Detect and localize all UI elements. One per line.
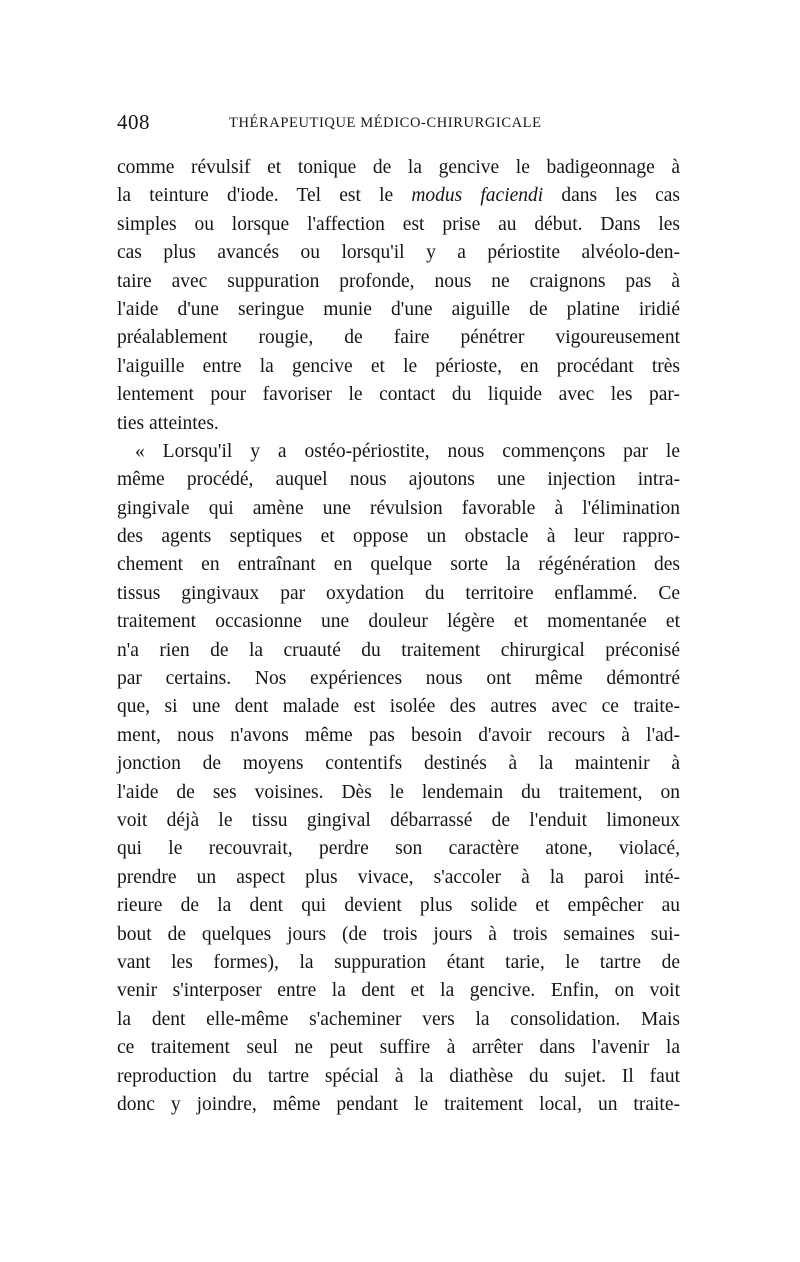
text-line: rieure de la dent qui devient plus solide et empêcher au [117, 895, 680, 917]
text-line: jonction de moyens contentifs destinés à la maintenir à [117, 753, 680, 775]
text-line: n'a rien de la cruauté du traitement chirurgical préconisé [117, 639, 680, 661]
text-line: ment, nous n'avons même pas besoin d'avoir recours à l'ad- [117, 724, 680, 746]
text-segment: la teinture d'iode. Tel est le [117, 185, 412, 207]
text-line: par certains. Nos expériences nous ont même démontré [117, 668, 680, 690]
text-line: chement en entraînant en quelque sorte la régénération des [117, 554, 680, 576]
text-line: prendre un aspect plus vivace, s'accoler à la paroi inté- [117, 866, 680, 888]
text-line: simples ou lorsque l'affection est prise au début. Dans les [117, 213, 680, 235]
text-line: l'aide de ses voisines. Dès le lendemain du traitement, on [117, 781, 680, 803]
text-line: venir s'interposer entre la dent et la gencive. Enfin, on voit [117, 980, 680, 1002]
text-line: des agents septiques et oppose un obstacle à leur rappro- [117, 526, 680, 548]
text-line: la dent elle-même s'acheminer vers la consolidation. Mais [117, 1008, 680, 1030]
text-line: que, si une dent malade est isolée des autres avec ce traite- [117, 696, 680, 718]
running-title: THÉRAPEUTIQUE MÉDICO-CHIRURGICALE [229, 115, 542, 131]
text-line: bout de quelques jours (de trois jours à trois semaines sui- [117, 923, 680, 945]
text-line: même procédé, auquel nous ajoutons une injection intra- [117, 469, 680, 491]
text-line: traitement occasionne une douleur légère et momentanée et [117, 611, 680, 633]
text-line: « Lorsqu'il y a ostéo-périostite, nous commençons par le [135, 440, 680, 462]
text-line [117, 182, 680, 210]
running-head [117, 110, 680, 144]
book-page [117, 110, 681, 1115]
italic-phrase: modus faciendi [411, 185, 544, 207]
text-line: qui le recouvrait, perdre son caractère atone, violacé, [117, 838, 680, 860]
text-line: reproduction du tartre spécial à la diathèse du sujet. Il faut [117, 1065, 680, 1087]
page-number: 408 [117, 110, 150, 134]
text-line: lentement pour favoriser le contact du liquide avec les par- [117, 384, 680, 406]
text-line: taire avec suppuration profonde, nous ne craignons pas à [117, 270, 680, 292]
text-line: ce traitement seul ne peut suffire à arrêter dans l'avenir la [117, 1037, 680, 1059]
text-line: vant les formes), la suppuration étant tarie, le tartre de [117, 951, 680, 973]
text-line: gingivale qui amène une révulsion favorable à l'élimination [117, 497, 680, 519]
body-text [117, 154, 680, 1119]
text-line: tissus gingivaux par oxydation du territoire enflammé. Ce [117, 582, 680, 604]
text-line: donc y joindre, même pendant le traitement local, un traite- [117, 1093, 680, 1115]
text-line: voit déjà le tissu gingival débarrassé de l'enduit limoneux [117, 809, 680, 831]
text-segment: dans les cas [543, 185, 681, 207]
text-line: préalablement rougie, de faire pénétrer vigoureusement [117, 327, 680, 349]
text-line: cas plus avancés ou lorsqu'il y a périostite alvéolo-den- [117, 242, 680, 264]
text-line: comme révulsif et tonique de la gencive le badigeonnage à [117, 157, 680, 178]
text-line: l'aiguille entre la gencive et le périoste, en procédant très [117, 355, 680, 377]
text-line: l'aide d'une seringue munie d'une aiguille de platine iridié [117, 298, 680, 320]
text-line: ties atteintes. [117, 412, 219, 434]
